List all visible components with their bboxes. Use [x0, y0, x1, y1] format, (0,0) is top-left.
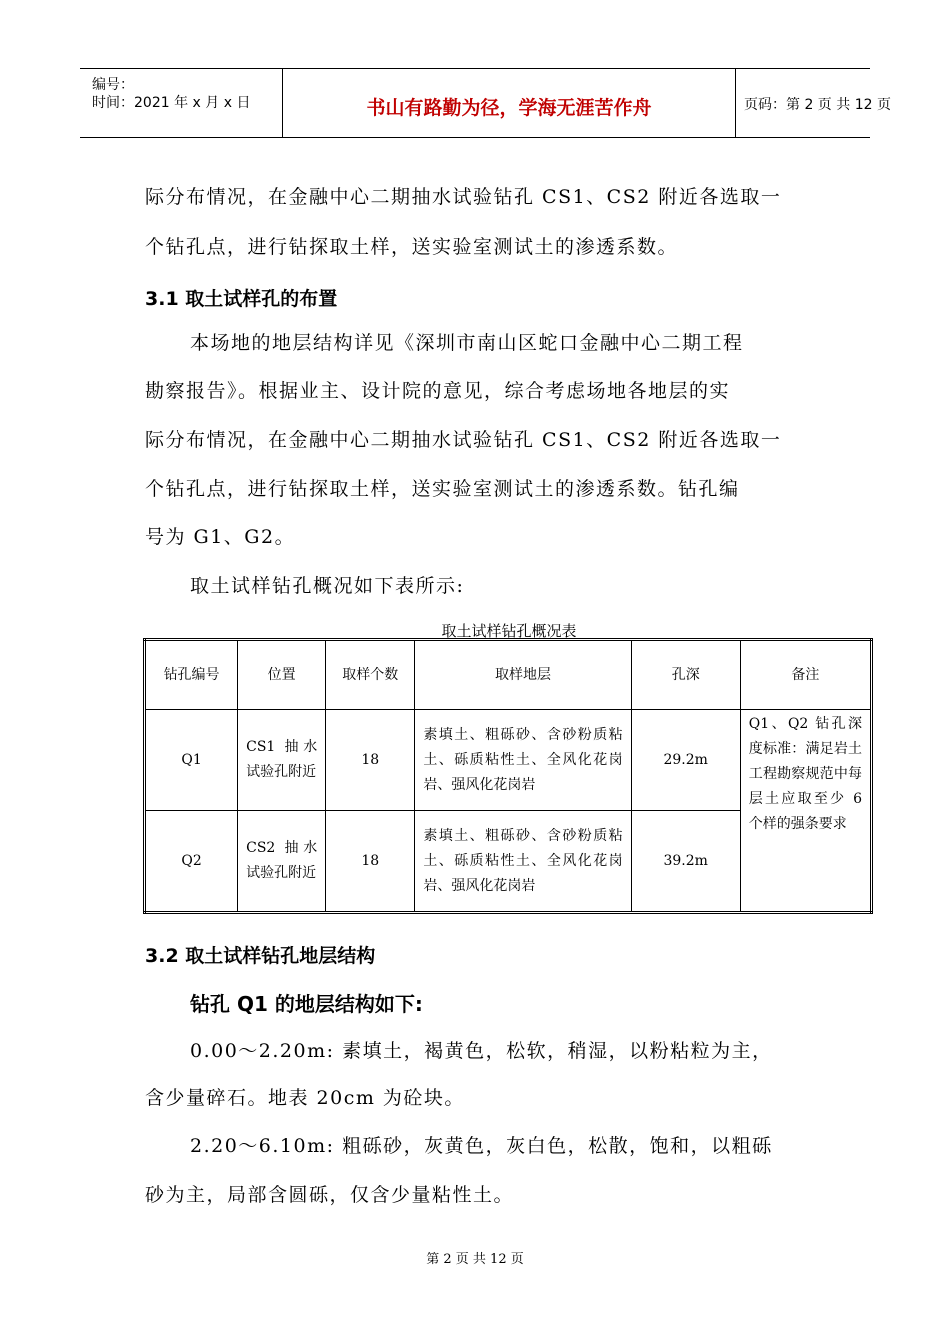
table-cell-depth: 39.2m: [631, 811, 740, 913]
section-heading-3-2: 3.2 取土试样钻孔地层结构: [145, 945, 376, 967]
paragraph-line: 0.00～2.20m: 素填土，褐黄色，松软，稍湿，以粉粘粒为主，: [190, 1040, 773, 1062]
paragraph-line: 本场地的地层结构详见《深圳市南山区蛇口金融中心二期工程: [190, 332, 744, 354]
paragraph-line: 2.20～6.10m: 粗砾砂，灰黄色，灰白色，松散，饱和，以粗砾: [190, 1135, 773, 1157]
paragraph-line: 勘察报告》。根据业主、设计院的意见，综合考虑场地各地层的实: [145, 380, 731, 402]
table-cell-remark: Q1、Q2 钻孔深度标准：满足岩土工程勘察规范中每层土应取至少 6 个样的强条要求: [740, 710, 871, 913]
paragraph-line: 个钻孔点，进行钻探取土样，送实验室测试土的渗透系数。: [145, 236, 679, 258]
table-header-cell: 位置: [238, 640, 326, 710]
paragraph-line: 取土试样钻孔概况如下表所示:: [190, 575, 465, 597]
table-header-row: [145, 640, 872, 710]
document-header: [80, 68, 891, 138]
page-footer: 第 2 页 共 12 页: [426, 1252, 524, 1267]
header-date: 时间：2021 年 x 月 x 日: [92, 95, 251, 111]
paragraph-line: 个钻孔点，进行钻探取土样，送实验室测试土的渗透系数。钻孔编: [145, 478, 740, 500]
header-page-cell: [734, 69, 891, 137]
paragraph-line: 号为 G1、G2。: [145, 526, 296, 548]
paragraph-line: 际分布情况，在金融中心二期抽水试验钻孔 CS1、CS2 附近各选取一: [145, 429, 782, 451]
header-page-number: 页码：第 2 页 共 12 页: [744, 97, 891, 113]
table-header-cell: 备注: [740, 640, 871, 710]
table-header-cell: 钻孔编号: [145, 640, 238, 710]
table-row: [145, 710, 872, 811]
subheading-q1: 钻孔 Q1 的地层结构如下:: [190, 992, 423, 1016]
table-header-cell: 取样地层: [415, 640, 631, 710]
header-meta: [80, 69, 282, 137]
table-header-cell: 取样个数: [326, 640, 415, 710]
table-cell-location: CS2 抽水试验孔附近: [238, 811, 326, 913]
boreholes-table: [143, 638, 873, 914]
header-number: 编号：: [92, 77, 134, 93]
table-cell-id: Q1: [145, 710, 238, 811]
table-cell-count: 18: [326, 811, 415, 913]
section-heading-3-1: 3.1 取土试样孔的布置: [145, 288, 338, 310]
paragraph-line: 砂为主，局部含圆砾，仅含少量粘性土。: [145, 1184, 515, 1206]
table-caption: 取土试样钻孔概况表: [441, 622, 577, 640]
paragraph-line: 含少量碎石。地表 20cm 为砼块。: [145, 1087, 465, 1109]
table-cell-depth: 29.2m: [631, 710, 740, 811]
header-motto: 书山有路勤为径，学海无涯苦作舟: [366, 97, 652, 119]
table-cell-count: 18: [326, 710, 415, 811]
table-cell-id: Q2: [145, 811, 238, 913]
header-motto-cell: [282, 69, 736, 137]
table-cell-location: CS1 抽水试验孔附近: [238, 710, 326, 811]
table-header-cell: 孔深: [631, 640, 740, 710]
paragraph-line: 际分布情况，在金融中心二期抽水试验钻孔 CS1、CS2 附近各选取一: [145, 186, 782, 208]
table-cell-strata: 素填土、粗砾砂、含砂粉质粘土、砾质粘性土、全风化花岗岩、强风化花岗岩: [415, 710, 631, 811]
table-cell-strata: 素填土、粗砾砂、含砂粉质粘土、砾质粘性土、全风化花岗岩、强风化花岗岩: [415, 811, 631, 913]
